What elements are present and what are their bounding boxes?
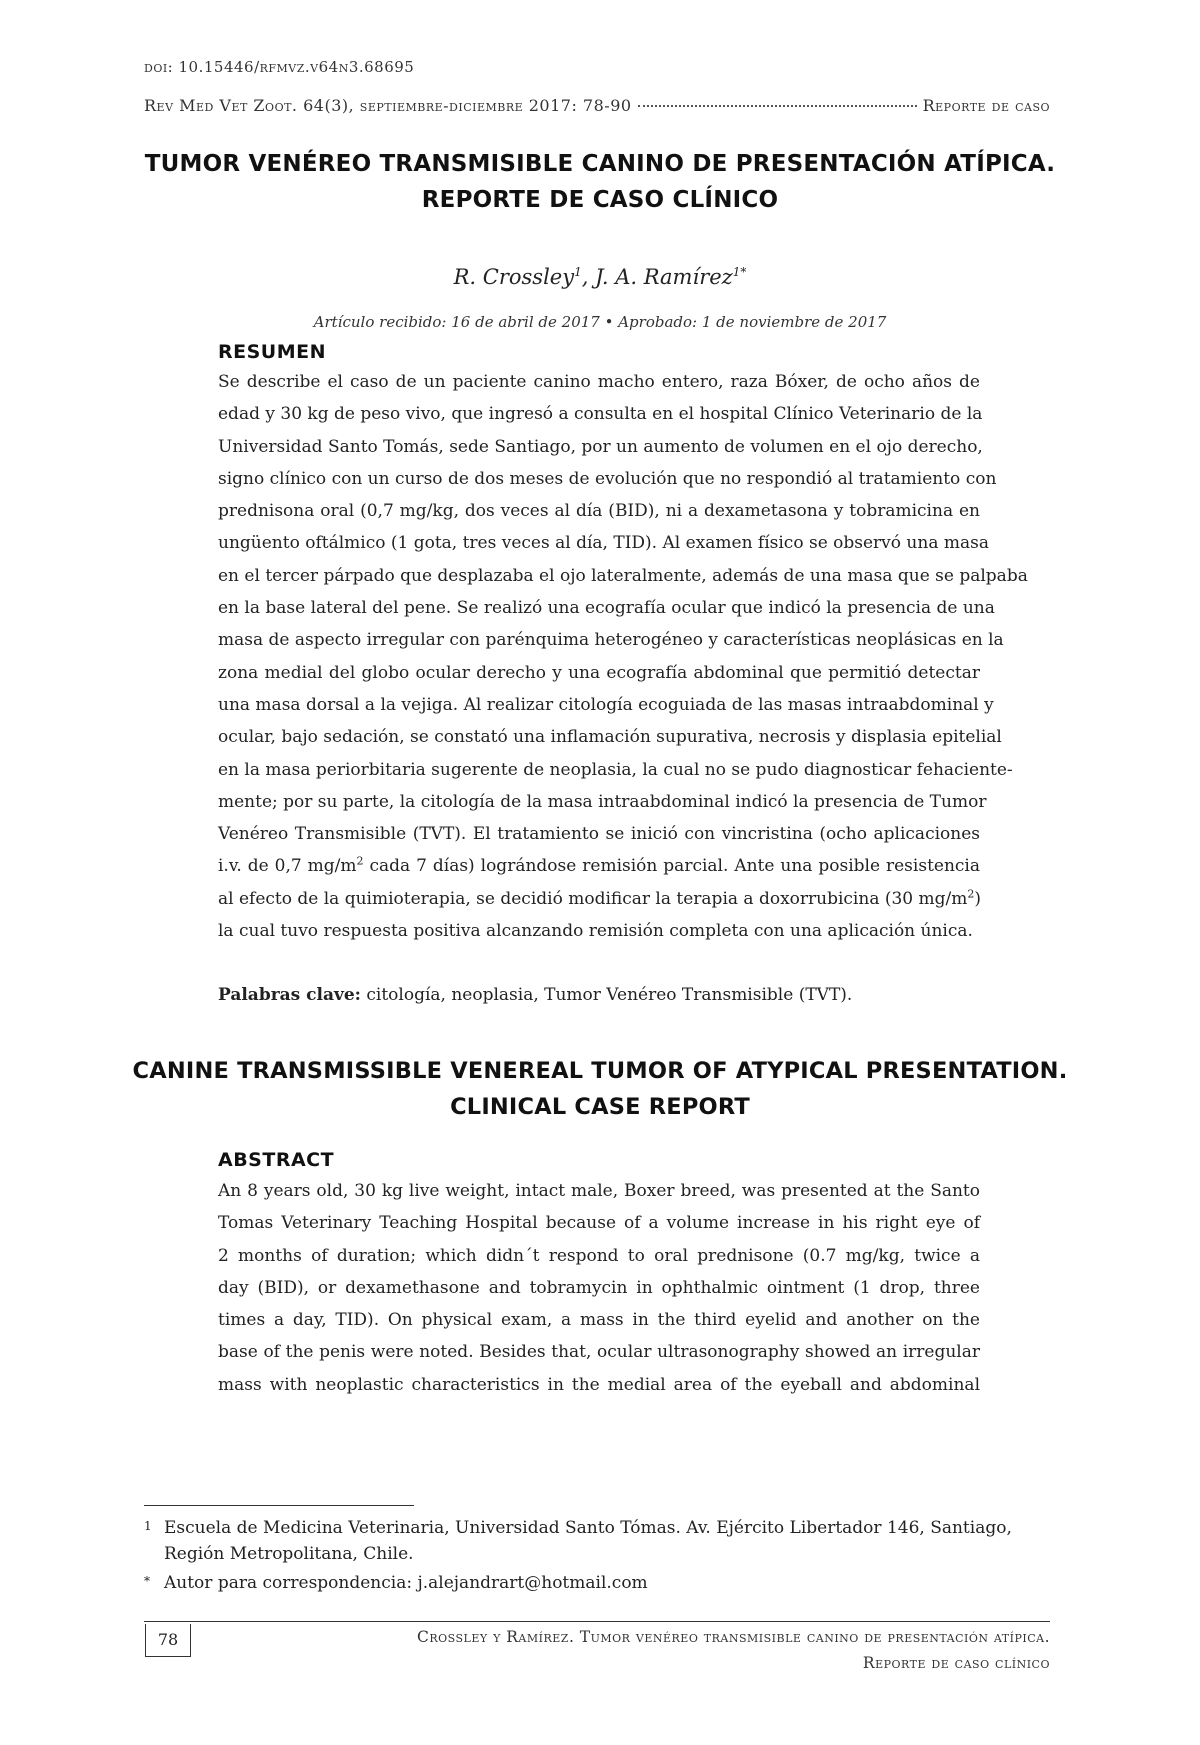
keywords — [218, 985, 980, 1005]
text-line: en el tercer párpado que desplazaba el ojo lateralmente, además de una masa que se palpaba — [218, 565, 1028, 586]
author-2: J. A. Ramírez — [595, 265, 733, 289]
page-number: 78 — [145, 1624, 191, 1657]
text-line: mente; por su parte, la citología de la masa intraabdominal indicó la presencia de Tumor — [218, 791, 987, 812]
text-line: Tomas Veterinary Teaching Hospital because of a volume increase in his right eye of — [218, 1213, 980, 1234]
superscript: 2 — [967, 887, 975, 901]
english-title-line-2: CLINICAL CASE REPORT — [450, 1094, 750, 1120]
text-line: ungüento oftálmico (1 gota, tres veces al día, TID). Al examen físico se observó una masa — [218, 533, 989, 554]
spanish-title-line-1: TUMOR VENÉREO TRANSMISIBLE CANINO DE PRESENTACIÓN ATÍPICA. — [144, 151, 1056, 177]
footnote-text: Escuela de Medicina Veterinaria, Universidad Santo Tómas. Av. Ejército Libertador 146, Santiago, Región Metropolitana, Chile. — [164, 1518, 1012, 1564]
text-segment: al efecto de la quimioterapia, se decidió modificar la terapia a doxorrubicina (30 mg/m — [218, 888, 968, 909]
text-line-with-superscript — [218, 850, 980, 882]
text-line: ocular, bajo sedación, se constató una inflamación supurativa, necrosis y displasia epitelial — [218, 727, 1002, 748]
resumen-body — [218, 366, 1028, 947]
resumen-heading: RESUMEN — [218, 341, 327, 363]
text-line: base of the penis were noted. Besides that, ocular ultrasonography showed an irregular — [218, 1342, 980, 1363]
article-dates: Artículo recibido: 16 de abril de 2017 • Aprobado: 1 de noviembre de 2017 — [313, 313, 887, 331]
journal-citation-line — [144, 96, 1050, 115]
text-line: prednisona oral (0,7 mg/kg, dos veces al día (BID), ni a dexametasona y tobramicina en — [218, 501, 980, 522]
footnote-mark: * — [144, 1574, 150, 1588]
keywords-list: citología, neoplasia, Tumor Venéreo Transmisible (TVT). — [360, 985, 853, 1005]
text-line: una masa dorsal a la vejiga. Al realizar citología ecoguiada de las masas intraabdominal y — [218, 694, 994, 715]
journal-citation: Rev Med Vet Zoot. 64(3), septiembre-diciembre 2017: 78-90 — [144, 96, 632, 115]
text-line: Venéreo Transmisible (TVT). El tratamiento se inició con vincristina (ocho aplicaciones — [218, 824, 980, 845]
author-1: R. Crossley — [453, 265, 575, 289]
leader-dots — [638, 105, 917, 107]
spanish-title-line-2: REPORTE DE CASO CLÍNICO — [421, 187, 779, 213]
section-label: Reporte de caso — [922, 96, 1050, 115]
text-segment: cada 7 días) lográndose remisión parcial. Ante una posible resistencia — [363, 856, 980, 877]
text-line: zona medial del globo ocular derecho y una ecografía abdominal que permitió detectar — [218, 662, 980, 683]
doi: doi: 10.15446/rfmvz.v64n3.68695 — [144, 58, 415, 76]
text-line: en la masa periorbitaria sugerente de neoplasia, la cual no se pudo diagnosticar fehaciente- — [218, 759, 1013, 780]
running-footer-line-1: Crossley y Ramírez. Tumor venéreo transmisible canino de presentación atípica. — [417, 1628, 1050, 1646]
text-line: signo clínico con un curso de dos meses de evolución que no respondió al tratamiento con — [218, 468, 997, 489]
text-line: edad y 30 kg de peso vivo, que ingresó a consulta en el hospital Clínico Veterinario de la — [218, 404, 983, 425]
text-line: masa de aspecto irregular con parénquima heterogéneo y características neoplásicas en la — [218, 630, 1004, 651]
text-line: 2 months of duration; which didn´t respond to oral prednisone (0.7 mg/kg, twice a — [218, 1245, 980, 1266]
authors: R. Crossley$^1$, J. A. Ramírez$^{1*}$ — [453, 265, 747, 289]
footnote-divider — [144, 1505, 414, 1506]
footnote-mark: 1 — [144, 1519, 152, 1533]
footnote-text: Autor para correspondencia: j.alejandrart@hotmail.com — [164, 1573, 648, 1593]
text-line: Universidad Santo Tomás, sede Santiago, por un aumento de volumen en el ojo derecho, — [218, 436, 983, 457]
text-line: times a day, TID). On physical exam, a mass in the third eyelid and another on the — [218, 1310, 980, 1331]
abstract-heading: ABSTRACT — [218, 1149, 335, 1171]
footer-divider — [144, 1621, 1050, 1622]
text-line: en la base lateral del pene. Se realizó una ecografía ocular que indicó la presencia de una — [218, 598, 995, 619]
text-segment: ) — [974, 888, 982, 909]
footnote-affiliation — [144, 1515, 1050, 1567]
spanish-title — [120, 146, 1080, 218]
footnote-correspondence — [144, 1570, 1050, 1596]
text-line: mass with neoplastic characteristics in the medial area of the eyeball and abdominal — [218, 1374, 980, 1395]
superscript: 2 — [356, 854, 364, 868]
text-segment: i.v. de 0,7 mg/m — [218, 856, 357, 877]
text-line: la cual tuvo respuesta positiva alcanzando remisión completa con una aplicación única. — [218, 921, 973, 942]
english-title-line-1: CANINE TRANSMISSIBLE VENEREAL TUMOR OF ATYPICAL PRESENTATION. — [132, 1058, 1068, 1084]
text-line: day (BID), or dexamethasone and tobramycin in ophthalmic ointment (1 drop, three — [218, 1277, 980, 1298]
text-line-with-superscript — [218, 883, 980, 915]
english-title — [120, 1053, 1080, 1125]
author-1-affiliation: 1 — [574, 265, 582, 279]
abstract-body — [218, 1175, 980, 1401]
keywords-label: Palabras clave: — [218, 985, 361, 1005]
running-footer-line-2: Reporte de caso clínico — [862, 1654, 1050, 1672]
author-2-affiliation: 1* — [732, 265, 747, 279]
text-line: An 8 years old, 30 kg live weight, intact male, Boxer breed, was presented at the Santo — [218, 1181, 980, 1201]
text-line: Se describe el caso de un paciente canino macho entero, raza Bóxer, de ocho años de — [218, 372, 980, 392]
